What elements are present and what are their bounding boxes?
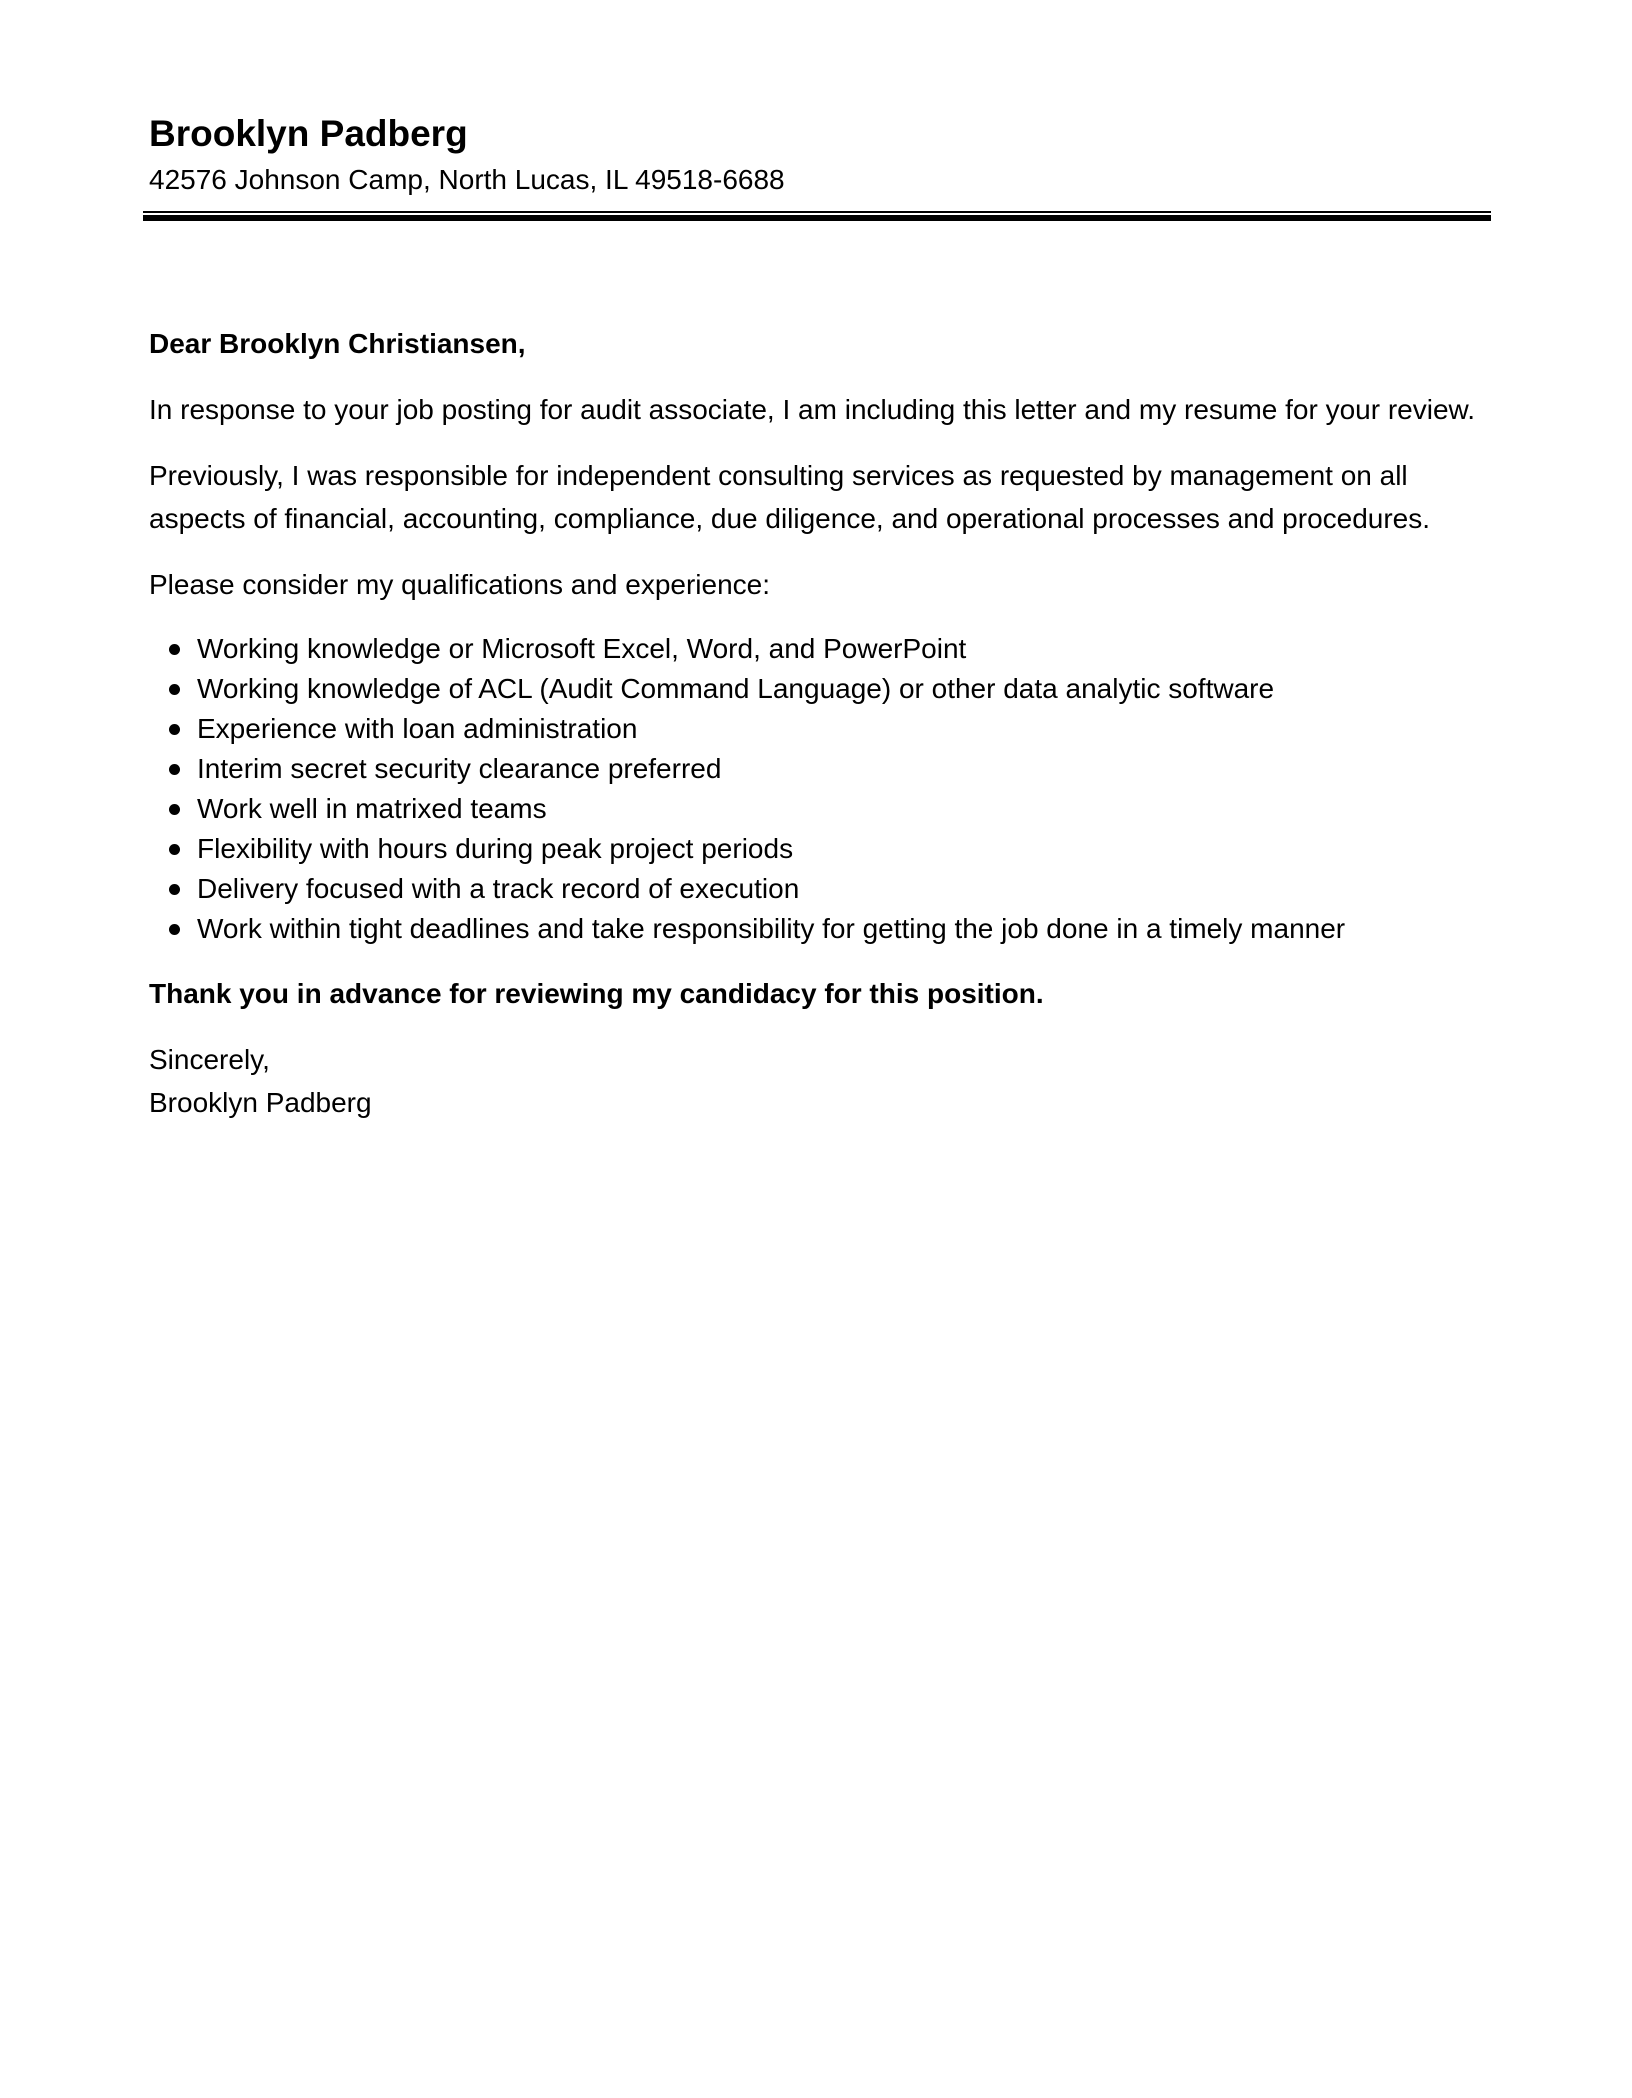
list-item <box>149 869 1489 909</box>
header-divider-thin <box>143 211 1491 213</box>
sender-address: 42576 Johnson Camp, North Lucas, IL 49518-6688 <box>149 164 785 195</box>
bullet-icon <box>169 924 180 935</box>
bullet-icon <box>169 884 180 895</box>
list-item <box>149 629 1489 669</box>
list-item-text: Work within tight deadlines and take responsibility for getting the job done in a timely manner <box>197 913 1346 944</box>
list-item-text: Delivery focused with a track record of execution <box>197 873 800 904</box>
list-item <box>149 749 1489 789</box>
list-item <box>149 669 1489 709</box>
list-item <box>149 829 1489 869</box>
signoff-block <box>149 1038 1489 1124</box>
bullet-icon <box>169 644 180 655</box>
list-item-text: Flexibility with hours during peak project periods <box>197 833 794 864</box>
sender-name: Brooklyn Padberg <box>149 113 468 154</box>
intro-paragraph: In response to your job posting for audit associate, I am including this letter and my resume for your review. <box>149 394 1475 425</box>
signature-name: Brooklyn Padberg <box>149 1087 372 1118</box>
bullet-icon <box>169 684 180 695</box>
list-item <box>149 789 1489 829</box>
list-item-text: Work well in matrixed teams <box>197 793 547 824</box>
list-item-text: Working knowledge or Microsoft Excel, Word, and PowerPoint <box>197 633 967 664</box>
closing-line: Thank you in advance for reviewing my candidacy for this position. <box>149 978 1044 1009</box>
letter-body <box>149 322 1489 1124</box>
qualifications-intro: Please consider my qualifications and experience: <box>149 569 771 600</box>
experience-paragraph: Previously, I was responsible for independent consulting services as requested by management on all aspects of financial, accounting, compliance, due diligence, and operational processes and procedures. <box>149 460 1431 534</box>
list-item <box>149 709 1489 749</box>
bullet-icon <box>169 804 180 815</box>
bullet-icon <box>169 724 180 735</box>
bullet-icon <box>169 764 180 775</box>
signoff-text: Sincerely, <box>149 1044 270 1075</box>
list-item-text: Working knowledge of ACL (Audit Command Language) or other data analytic software <box>197 673 1275 704</box>
list-item-text: Experience with loan administration <box>197 713 638 744</box>
bullet-icon <box>169 844 180 855</box>
header-divider-thick <box>143 215 1491 221</box>
salutation: Dear Brooklyn Christiansen, <box>149 328 526 359</box>
qualifications-list <box>149 629 1489 949</box>
list-item <box>149 909 1489 949</box>
list-item-text: Interim secret security clearance preferred <box>197 753 722 784</box>
